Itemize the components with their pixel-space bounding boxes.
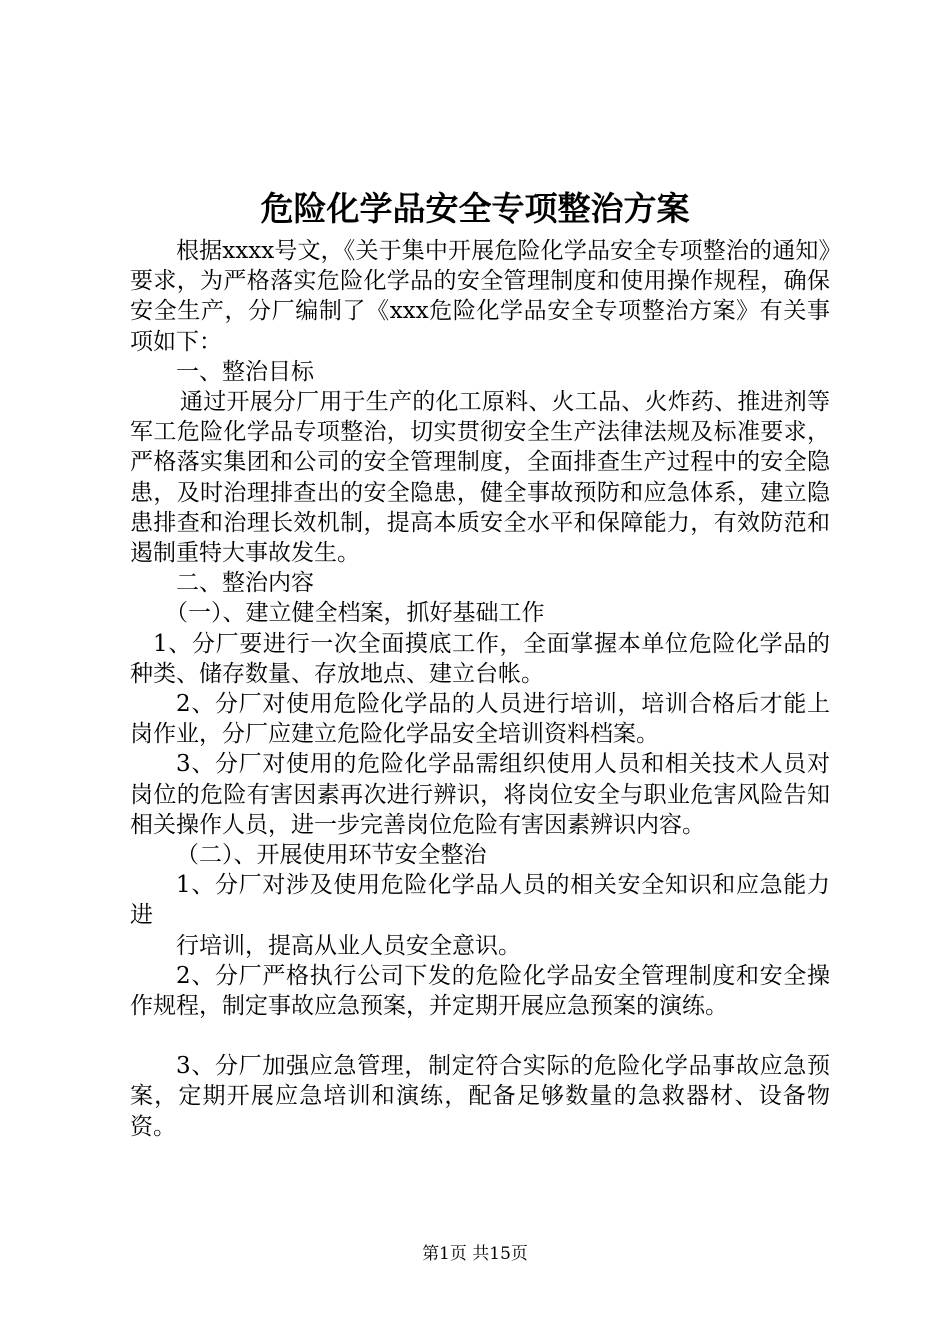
intro-paragraph: 根据xxxx号文，《关于集中开展危险化学品安全专项整治的通知》要求，为严格落实危险化学品的安全管理制度和使用操作规程，确保安全生产，分厂编制了《xxx危险化学品安全专项整治方案》有关事项如下： (130, 238, 830, 355)
usage-item-1-continued: 行培训，提高从业人员安全意识。 (176, 932, 521, 959)
goal-paragraph: 通过开展分厂用于生产的化工原料、火工品、火炸药、推进剂等军工危险化学品专项整治，切实贯彻安全生产法律法规及标准要求，严格落实集团和公司的安全管理制度，全面排查生产过程中的安全隐患，及时治理排查出的安全隐患，健全事故预防和应急体系，建立隐患排查和治理长效机制，提高本质安全水平和保障能力，有效防范和遏制重特大事故发生。 (130, 389, 830, 567)
subsection-heading-archives: （一）、建立健全档案，抓好基础工作 (165, 600, 545, 627)
page-footer: 第1页 共15页 (422, 1244, 528, 1264)
paragraph-gap (130, 1021, 830, 1051)
archives-item-3: 3、分厂对使用的危险化学品需组织使用人员和相关技术人员对岗位的危险有害因素再次进行辨识，将岗位安全与职业危害风险告知相关操作人员，进一步完善岗位危险有害因素辨识内容。 (130, 751, 830, 838)
subsection-heading-usage: （二）、开展使用环节安全整治 (176, 842, 487, 869)
usage-item-1: 1、分厂对涉及使用危险化学品人员的相关安全知识和应急能力进 (130, 872, 830, 929)
usage-item-2: 2、分厂严格执行公司下发的危险化学品安全管理制度和安全操作规程，制定事故应急预案，并定期开展应急预案的演练。 (130, 962, 830, 1020)
usage-item-3: 3、分厂加强应急管理，制定符合实际的危险化学品事故应急预案，定期开展应急培训和演练，配备足够数量的急救器材、设备物资。 (130, 1053, 830, 1140)
document-body (130, 236, 830, 1142)
section-heading-content: 二、整治内容 (176, 570, 314, 597)
archives-item-1: 1、分厂要进行一次全面摸底工作，全面掌握本单位危险化学品的种类、储存数量、存放地点、建立台帐。 (130, 630, 830, 687)
section-heading-goal: 一、整治目标 (176, 358, 314, 385)
archives-item-2: 2、分厂对使用危险化学品的人员进行培训，培训合格后才能上岗作业，分厂应建立危险化学品安全培训资料档案。 (130, 691, 830, 748)
document-title: 危险化学品安全专项整治方案 (260, 189, 690, 228)
